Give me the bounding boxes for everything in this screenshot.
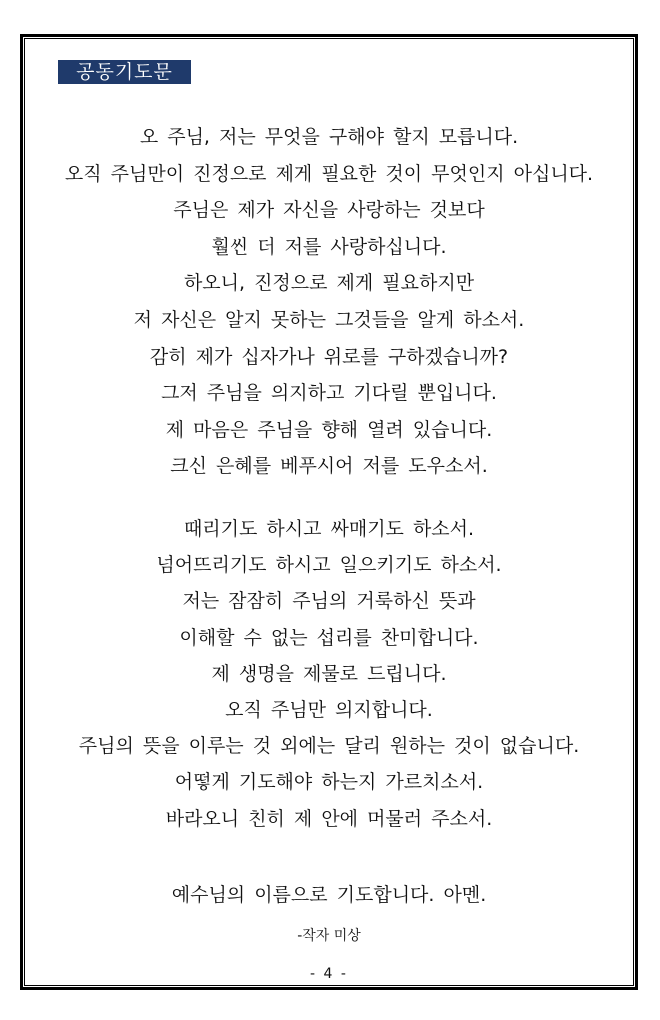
prayer-line: 감히 제가 십자가나 위로를 구하겠습니까?: [149, 345, 509, 368]
prayer-closing: [24, 877, 634, 914]
prayer-line: 오직 주님만 의지합니다.: [225, 699, 433, 722]
prayer-line: 훨씬 더 저를 사랑하십니다.: [211, 235, 447, 258]
prayer-line: 제 마음은 주님을 향해 열려 있습니다.: [165, 418, 493, 441]
section-title: 공동기도문: [58, 60, 191, 84]
prayer-line: 어떻게 기도해야 하는지 가르치소서.: [174, 771, 484, 794]
prayer-line: 이해할 수 없는 섭리를 찬미합니다.: [179, 626, 479, 649]
prayer-line: 저는 잠잠히 주님의 거룩하신 뜻과: [182, 590, 476, 613]
prayer-line: 넘어뜨리기도 하시고 일으키기도 하소서.: [156, 554, 502, 577]
prayer-line: 주님의 뜻을 이루는 것 외에는 달리 원하는 것이 없습니다.: [78, 735, 580, 758]
prayer-stanza-2: [24, 511, 634, 837]
closing-line: 예수님의 이름으로 기도합니다. 아멘.: [171, 884, 487, 906]
prayer-line: 그저 주님을 의지하고 기다릴 뿐입니다.: [161, 382, 497, 405]
prayer-line: 오 주님, 저는 무엇을 구해야 할지 모릅니다.: [139, 126, 519, 148]
prayer-line: 저 자신은 알지 못하는 그것들을 알게 하소서.: [133, 308, 525, 331]
prayer-line: 제 생명을 제물로 드립니다.: [211, 662, 447, 685]
page-number: - 4 -: [310, 966, 348, 982]
prayer-line: 오직 주님만이 진정으로 제게 필요한 것이 무엇인지 아십니다.: [64, 162, 594, 185]
prayer-line: 바라오니 친히 제 안에 머물러 주소서.: [165, 807, 493, 830]
prayer-line: 주님은 제가 자신을 사랑하는 것보다: [173, 199, 485, 222]
prayer-line: 때리기도 하시고 싸매기도 하소서.: [183, 518, 475, 540]
prayer-line: 크신 은혜를 베푸시어 저를 도우소서.: [170, 455, 488, 478]
prayer-line: 하오니, 진정으로 제게 필요하지만: [183, 272, 475, 295]
author-credit: -작자 미상: [297, 928, 361, 944]
prayer-stanza-1: [24, 119, 634, 485]
